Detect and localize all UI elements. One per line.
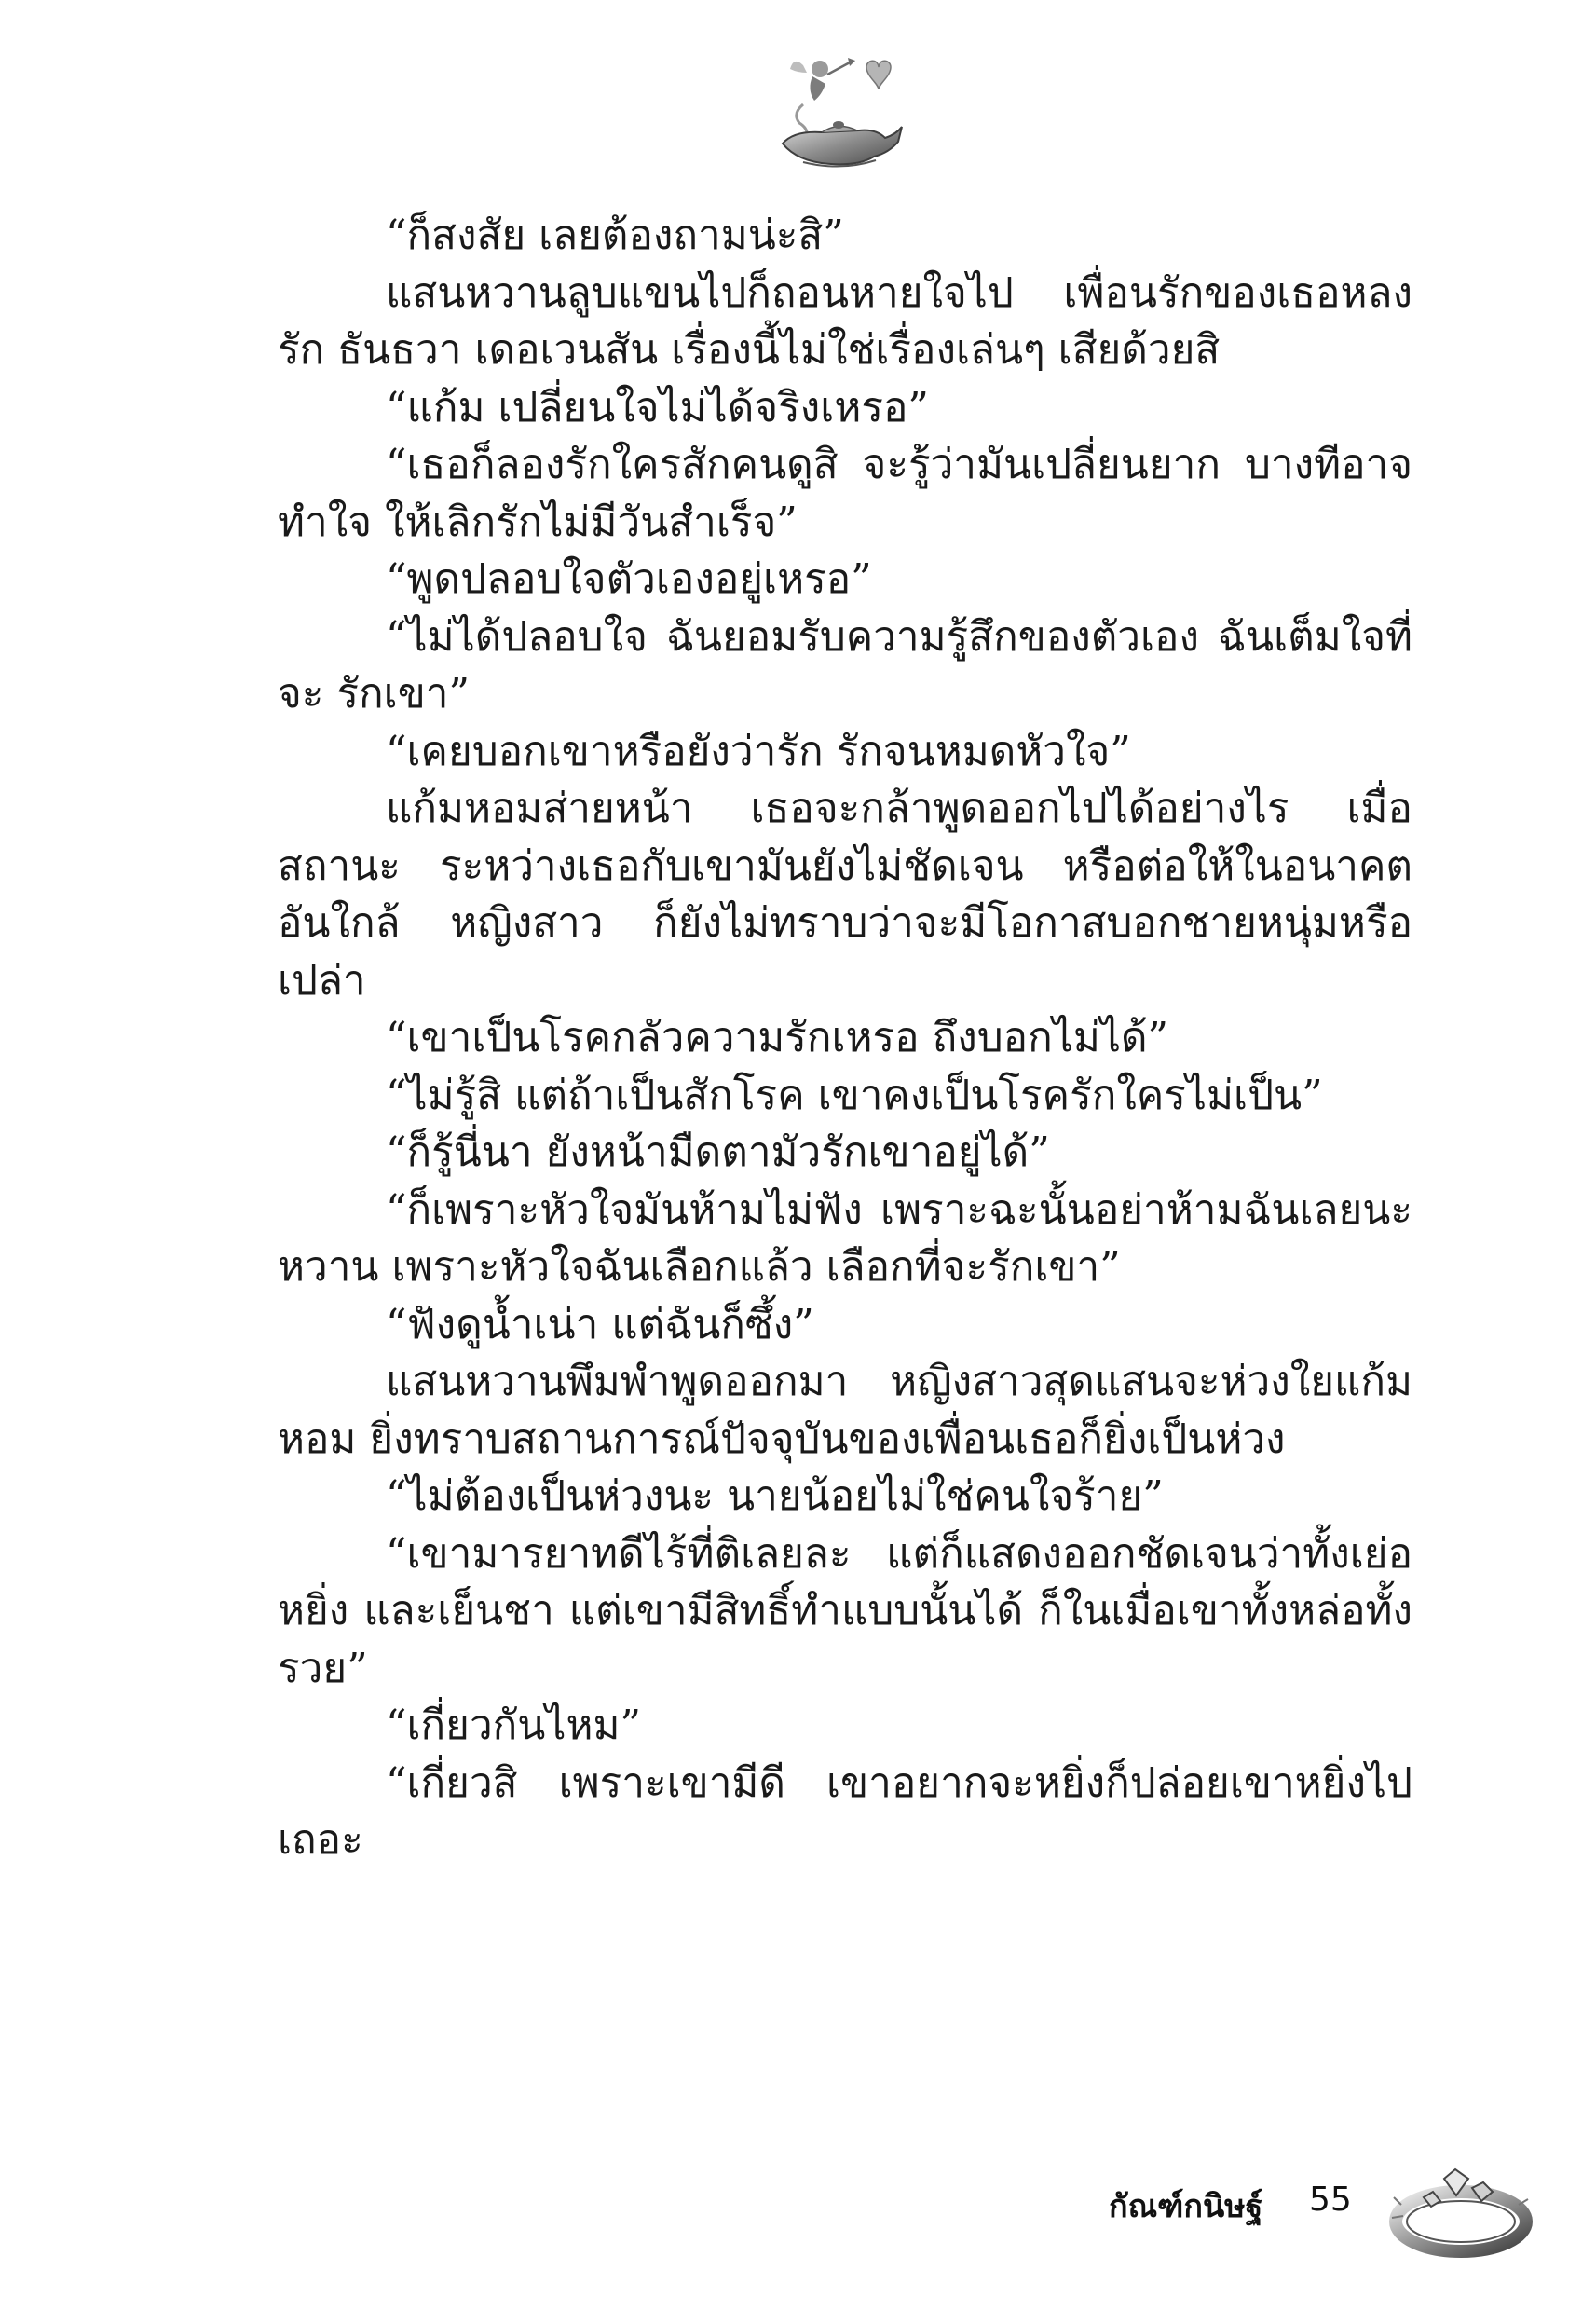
body-text (278, 207, 1412, 2145)
paragraph: “พูดปลอบใจตัวเองอยู่เหรอ” (386, 555, 872, 603)
paragraph: “ก็เพราะหัวใจมันห้ามไม่ฟัง เพราะฉะนั้นอย่าห้ามฉันเลยนะหวาน เพราะหัวใจฉันเลือกแล้ว เลือกที่จะรักเขา” (278, 1185, 1412, 1291)
paragraph: แก้มหอมส่ายหน้า เธอจะกล้าพูดออกไปได้อย่างไร เมื่อสถานะ ระหว่างเธอกับเขามันยังไม่ชัดเจน หรือต่อให้ในอนาคตอันใกล้ หญิงสาว ก็ยังไม่ทราบว่าจะมีโอกาสบอกชายหนุ่มหรือเปล่า (278, 785, 1412, 1005)
diamond-ring-icon (1379, 2160, 1537, 2263)
paragraph: “ไม่ต้องเป็นห่วงนะ นายน้อยไม่ใช่คนใจร้าย” (386, 1472, 1164, 1520)
page-number: 55 (1309, 2181, 1352, 2219)
paragraph: “เธอก็ลองรักใครสักคนดูสิ จะรู้ว่ามันเปลี่ยนยาก บางทีอาจทำใจ ให้เลิกรักไม่มีวันสำเร็จ” (278, 441, 1412, 546)
paragraph: แสนหวานพึมพำพูดออกมา หญิงสาวสุดแสนจะห่วงใยแก้มหอม ยิ่งทราบสถานการณ์ปัจจุบันของเพื่อนเธอก็ยิ่งเป็นห่วง (278, 1358, 1412, 1463)
paragraph: “เคยบอกเขาหรือยังว่ารัก รักจนหมดหัวใจ” (386, 727, 1131, 775)
paragraph: “ก็รู้นี่นา ยังหน้ามืดตามัวรักเขาอยู่ได้” (386, 1128, 1050, 1176)
paragraph: “เขาเป็นโรคกลัวความรักเหรอ ถึงบอกไม่ได้” (386, 1014, 1169, 1061)
paragraph: “เขามารยาทดีไร้ที่ติเลยละ แต่ก็แสดงออกชัดเจนว่าทั้งเย่อหยิ่ง และเย็นชา แต่เขามีสิทธิ์ทำแบบนั้นได้ ก็ในเมื่อเขาทั้งหล่อทั้งรวย” (278, 1529, 1412, 1692)
book-title: กัณฑ์กนิษฐ์ (1109, 2188, 1263, 2225)
paragraph: “ไม่รู้สิ แต่ถ้าเป็นสักโรค เขาคงเป็นโรครักใครไม่เป็น” (386, 1071, 1323, 1119)
paragraph: “ไม่ได้ปลอบใจ ฉันยอมรับความรู้สึกของตัวเอง ฉันเต็มใจที่จะ รักเขา” (278, 612, 1412, 718)
paragraph: แสนหวานลูบแขนไปก็ถอนหายใจไป เพื่อนรักของเธอหลงรัก ธันธวา เดอเวนสัน เรื่องนี้ไม่ใช่เรื่องเล่นๆ เสียด้วยสิ (278, 268, 1412, 374)
paragraph: “เกี่ยวสิ เพราะเขามีดี เขาอยากจะหยิ่งก็ปล่อยเขาหยิ่งไปเถอะ (278, 1758, 1412, 1864)
paragraph: “ฟังดูน้ำเน่า แต่ฉันก็ซึ้ง” (386, 1300, 814, 1348)
paragraph: “แก้ม เปลี่ยนใจไม่ได้จริงเหรอ” (386, 383, 929, 431)
page-footer (1109, 2160, 1575, 2263)
paragraph: “เกี่ยวกันไหม” (386, 1702, 642, 1749)
paragraph: “ก็สงสัย เลยต้องถามน่ะสิ” (386, 212, 844, 259)
cupid-teapot-icon (766, 48, 906, 174)
